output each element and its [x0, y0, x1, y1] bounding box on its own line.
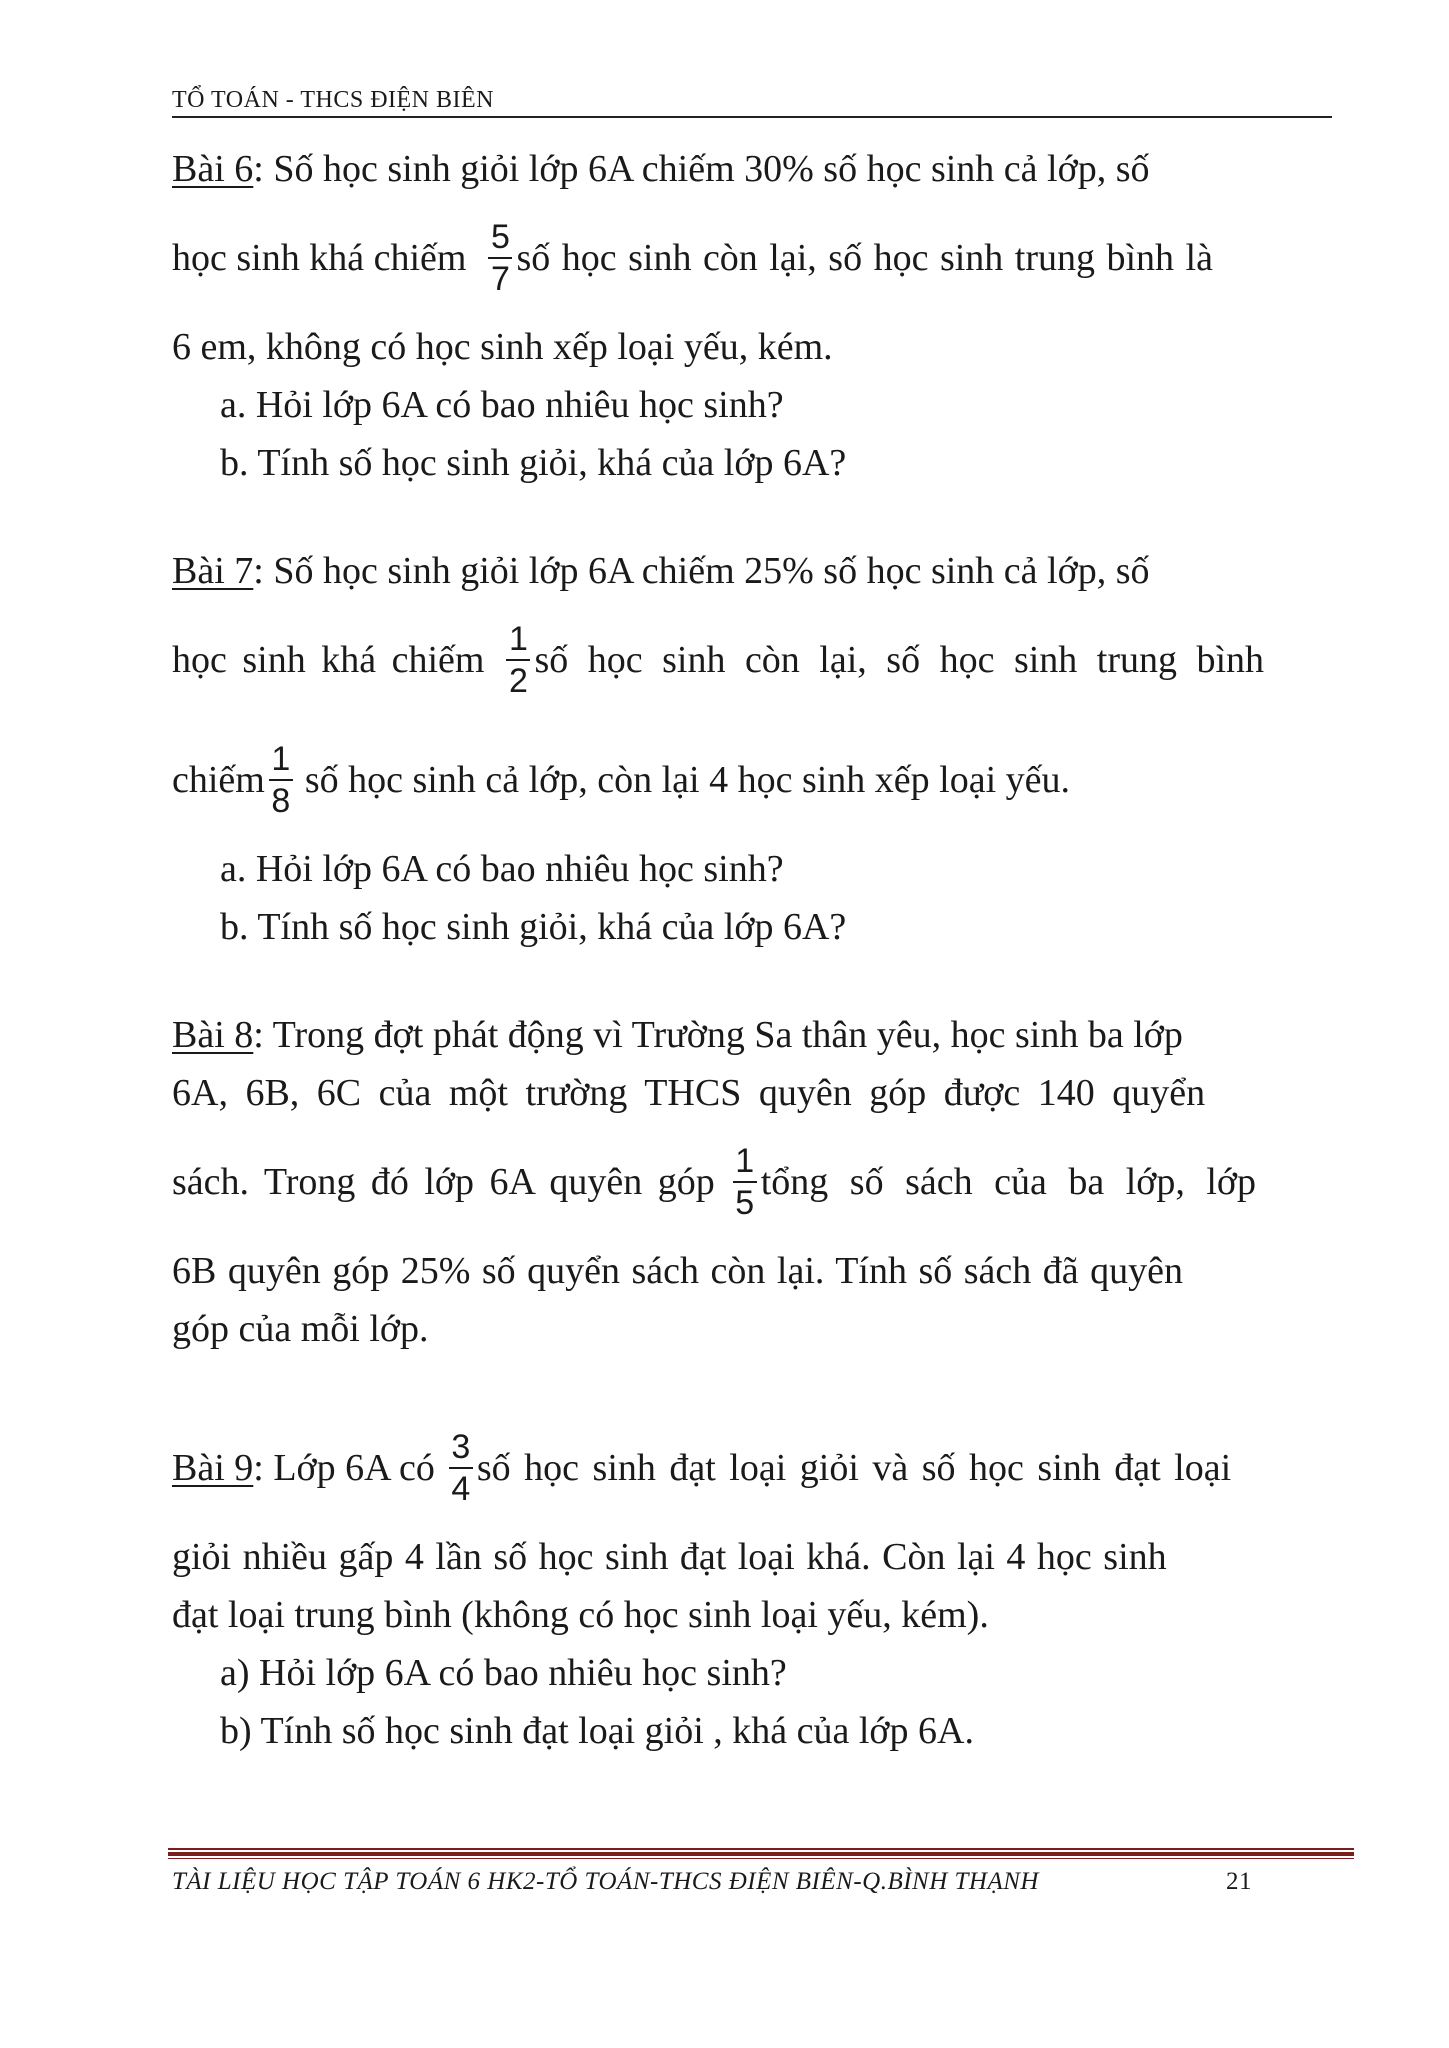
problem-text: số học sinh đạt loại giỏi và số học sinh đạt loại: [476, 1447, 1232, 1489]
page-header: [172, 86, 1332, 118]
problem-7: [172, 542, 1355, 956]
document-body: [172, 140, 1355, 1810]
problem-6: [172, 140, 1355, 492]
header-text: TỔ TOÁN - THCS ĐIỆN BIÊN: [172, 87, 494, 113]
page-number: 21: [1226, 1868, 1252, 1895]
problem-text: Lớp 6A có: [273, 1447, 435, 1489]
problem-line: Bài 6: Số học sinh giỏi lớp 6A chiếm 30% số học sinh cả lớp, số: [172, 148, 1150, 190]
problem-label: Bài 8: [172, 1014, 254, 1056]
problem-line: [172, 1122, 1355, 1242]
fraction-denominator: 5: [735, 1184, 755, 1222]
fraction: [733, 1141, 757, 1223]
problem-text: đạt loại trung bình (không có học sinh loại yếu, kém).: [172, 1594, 989, 1636]
problem-line: [172, 1242, 1355, 1300]
problem-text: số học sinh còn lại, số học sinh trung bình là: [516, 237, 1213, 279]
page-footer: [172, 1868, 1252, 1896]
problem-label: Bài 7: [172, 550, 254, 592]
problem-8: [172, 1006, 1355, 1358]
problem-line: Bài 8: Trong đợt phát động vì Trường Sa thân yêu, học sinh ba lớp: [172, 1014, 1183, 1056]
problem-text: giỏi nhiều gấp 4 lần số học sinh đạt loại khá. Còn lại 4 học sinh: [172, 1536, 1167, 1578]
problem-label: Bài 6: [172, 148, 254, 190]
problem-line: [172, 1300, 1355, 1358]
question-b: [172, 1702, 1355, 1760]
fraction-denominator: 7: [490, 260, 510, 298]
problem-text: góp của mỗi lớp.: [172, 1308, 429, 1350]
fraction-denominator: 2: [508, 662, 528, 700]
problem-line: [172, 318, 1355, 376]
fraction-denominator: 4: [451, 1470, 471, 1508]
fraction: [506, 619, 530, 701]
fraction: [269, 739, 293, 821]
fraction: [488, 217, 512, 299]
problem-line: [172, 1528, 1355, 1586]
question-a: [172, 1644, 1355, 1702]
fraction: [449, 1427, 473, 1509]
problem-text: Số học sinh giỏi lớp 6A chiếm 30% số học sinh cả lớp, số: [273, 148, 1150, 190]
problem-text: học sinh khá chiếm: [172, 639, 485, 681]
problem-text: 6B quyên góp 25% số quyển sách còn lại. Tính số sách đã quyên: [172, 1250, 1184, 1292]
problem-9: [172, 1408, 1355, 1760]
fraction-numerator: 5: [490, 218, 510, 256]
question-text: b. Tính số học sinh giỏi, khá của lớp 6A?: [220, 442, 847, 484]
problem-text: chiếm: [172, 759, 265, 801]
problem-line: Bài 9 : Lớp 6A có $\frac{3}{4}$ số học sinh đạt loại giỏi và số học sinh đạt loại: [172, 1428, 1232, 1508]
problem-line: [172, 1586, 1355, 1644]
question-text: b. Tính số học sinh giỏi, khá của lớp 6A?: [220, 906, 847, 948]
problem-text: tổng số sách của ba lớp, lớp: [760, 1161, 1257, 1203]
problem-line: [172, 198, 1355, 318]
footer-rule: [168, 1848, 1354, 1859]
problem-text: 6 em, không có học sinh xếp loại yếu, kém.: [172, 326, 833, 368]
problem-text: số học sinh cả lớp, còn lại 4 học sinh xếp loại yếu.: [304, 759, 1071, 801]
fraction-numerator: 3: [451, 1428, 471, 1466]
question-a: [172, 840, 1355, 898]
problem-text: 6A, 6B, 6C của một trường THCS quyên góp được 140 quyển: [172, 1072, 1206, 1114]
problem-text: sách. Trong đó lớp 6A quyên góp: [172, 1161, 715, 1203]
fraction-numerator: 1: [508, 620, 528, 658]
fraction-numerator: 1: [735, 1142, 755, 1180]
footer-title: TÀI LIỆU HỌC TẬP TOÁN 6 HK2-TỔ TOÁN-THCS ĐIỆN BIÊN-Q.BÌNH THẠNH: [172, 1868, 1039, 1895]
question-text: a. Hỏi lớp 6A có bao nhiêu học sinh?: [220, 848, 784, 890]
question-text: a. Hỏi lớp 6A có bao nhiêu học sinh?: [220, 384, 784, 426]
question-text: a) Hỏi lớp 6A có bao nhiêu học sinh?: [220, 1652, 787, 1694]
problem-label: Bài 9: [172, 1447, 254, 1489]
problem-line: Bài 7: Số học sinh giỏi lớp 6A chiếm 25% số học sinh cả lớp, số: [172, 550, 1150, 592]
question-b: [172, 898, 1355, 956]
fraction-numerator: 1: [271, 740, 291, 778]
problem-text: số học sinh còn lại, số học sinh trung bình: [534, 639, 1265, 681]
fraction-denominator: 8: [271, 782, 291, 820]
problem-line: [172, 720, 1355, 840]
problem-text: học sinh khá chiếm: [172, 237, 467, 279]
question-b: [172, 434, 1355, 492]
problem-line: [172, 600, 1355, 720]
problem-text: Số học sinh giỏi lớp 6A chiếm 25% số học sinh cả lớp, số: [273, 550, 1150, 592]
question-text: b) Tính số học sinh đạt loại giỏi , khá của lớp 6A.: [220, 1710, 974, 1752]
question-a: [172, 376, 1355, 434]
problem-line: [172, 1064, 1355, 1122]
problem-text: Trong đợt phát động vì Trường Sa thân yêu, học sinh ba lớp: [272, 1014, 1183, 1056]
